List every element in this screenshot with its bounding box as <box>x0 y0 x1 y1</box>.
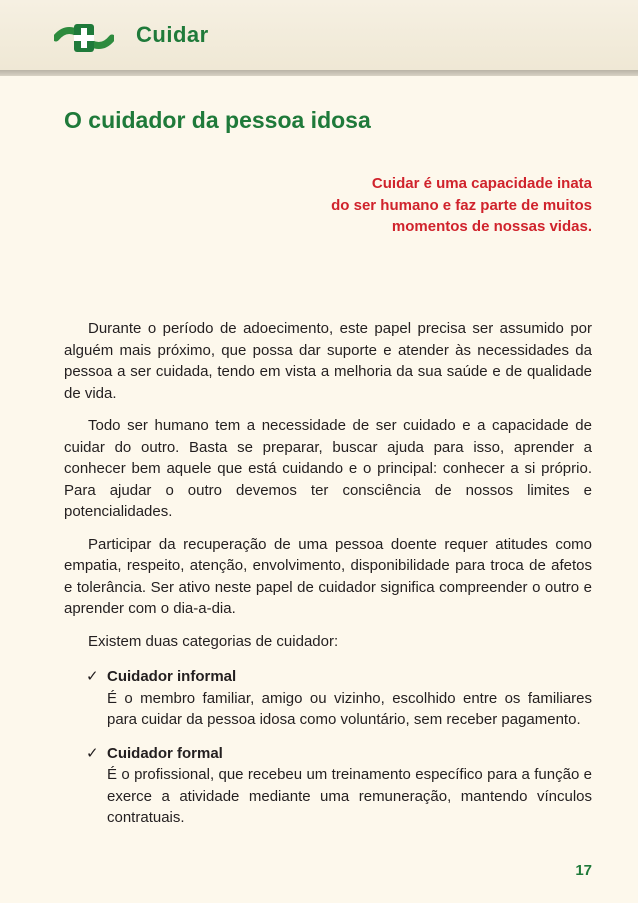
body-text <box>64 318 592 841</box>
epigraph-line: momentos de nossas vidas. <box>391 218 592 235</box>
category-item-informal <box>64 666 592 731</box>
categories-intro: Existem duas categorias de cuidador: <box>88 632 339 650</box>
epigraph-quote <box>252 173 592 238</box>
header-divider <box>0 70 638 76</box>
paragraph: Participar da recuperação de uma pessoa doente requer atitudes como empatia, respeito, atenção, envolvimento, disponibilidade para troca de afetos e tolerância. Ser ativo neste papel de cuidador significa compreender o outro e aprender com o dia-a-dia. <box>64 535 592 617</box>
paragraph: Todo ser humano tem a necessidade de ser cuidado e a capacidade de cuidar do outro. Basta se preparar, buscar ajuda para isso, aprender a conhecer bem aquele que está cuidando e o principal: conhecer a si próprio. Para ajudar o outro devemos ter consciência de nossos limites e potencialidades. <box>64 417 592 520</box>
category-title: Cuidador informal <box>107 668 237 685</box>
epigraph-line: do ser humano e faz parte de muitos <box>331 196 592 214</box>
page-number: 17 <box>575 862 592 879</box>
page-header <box>0 0 638 70</box>
checkmark-icon: ✓ <box>86 668 99 685</box>
category-item-formal <box>64 743 592 829</box>
category-title: Cuidador formal <box>107 744 223 762</box>
page-title: O cuidador da pessoa idosa <box>64 107 371 133</box>
green-cross-logo-icon <box>54 20 114 56</box>
epigraph-line: Cuidar é uma capacidade inata <box>371 175 592 192</box>
checkmark-icon: ✓ <box>86 744 99 762</box>
category-description: É o profissional, que recebeu um treinamento específico para a função e exerce a atividade mediante uma remuneração, mantendo vínculos contratuais. <box>107 766 592 826</box>
paragraph: Durante o período de adoecimento, este papel precisa ser assumido por alguém mais próximo, que possa dar suporte e atender às necessidades da pessoa a ser cuidada, tendo em vista a melhoria da sua saúde e de qualidade de vida. <box>64 320 592 402</box>
header-title: Cuidar <box>136 22 209 47</box>
category-description: É o membro familiar, amigo ou vizinho, escolhido entre os familiares para cuidar da pessoa idosa como voluntário, sem receber pagamento. <box>107 689 592 728</box>
